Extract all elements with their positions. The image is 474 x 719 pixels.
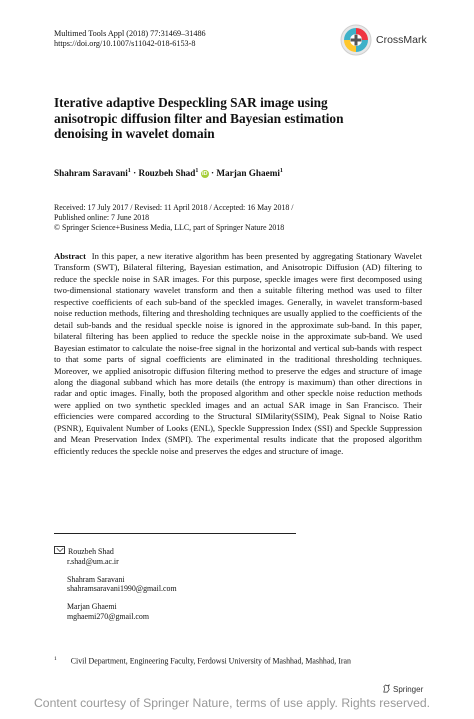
- affiliation-footnote: [54, 654, 434, 667]
- affiliation-marker: 1: [195, 168, 199, 174]
- springer-horse-icon: [382, 684, 391, 693]
- contact-email[interactable]: r.shad@um.ac.ir: [67, 556, 119, 566]
- crossmark-icon: [340, 24, 372, 56]
- journal-header: [54, 29, 206, 49]
- contact-name: Rouzbeh Shad: [68, 547, 114, 556]
- publisher-name: Springer: [393, 685, 424, 694]
- author-name[interactable]: Rouzbeh Shad: [138, 168, 196, 179]
- envelope-icon: [54, 546, 65, 554]
- contact-entry: [54, 575, 354, 595]
- affiliation-text: Civil Department, Engineering Faculty, Ferdowsi University of Mashhad, Mashhad, Iran: [70, 656, 351, 666]
- author-list: [54, 165, 414, 179]
- corresponding-author: [54, 546, 354, 567]
- author-name[interactable]: Marjan Ghaemi: [216, 168, 280, 179]
- affiliation-marker: 1: [279, 168, 283, 174]
- crossmark-badge[interactable]: [340, 24, 448, 56]
- publisher-logo: [382, 684, 423, 694]
- crossmark-label: CrossMark: [376, 34, 427, 46]
- abstract-label: Abstract: [54, 251, 86, 261]
- copyright-notice: © Springer Science+Business Media, LLC, part of Springer Nature 2018: [54, 223, 285, 233]
- publication-history: [54, 203, 434, 234]
- author-separator: ·: [208, 168, 217, 179]
- doi-link[interactable]: https://doi.org/10.1007/s11042-018-6153-8: [54, 39, 196, 48]
- abstract-section: [54, 251, 422, 457]
- journal-citation: Multimed Tools Appl (2018) 77:31469–31486: [54, 29, 206, 38]
- watermark-footer: Content courtesy of Springer Nature, terms of use apply. Rights reserved.: [34, 696, 431, 710]
- author-separator: ·: [130, 168, 139, 179]
- correspondence-block: [54, 546, 354, 630]
- affiliation-marker: 1: [127, 168, 131, 174]
- contact-email[interactable]: mghaemi270@gmail.com: [67, 611, 149, 621]
- orcid-icon[interactable]: iD: [201, 171, 208, 178]
- contact-entry: [54, 602, 354, 622]
- affiliation-number: 1: [54, 656, 57, 662]
- contact-email[interactable]: shahramsaravani1990@gmail.com: [67, 584, 177, 594]
- footnote-divider: [54, 533, 296, 534]
- abstract-text: In this paper, a new iterative algorithm has been presented by aggregating Stationary Wavelet Transform (SWT), Bilateral filtering, Bayesian estimation, and Anisotropic Diffusion (AD) filtering to reduce the speckle noise in SAR images. For this purpose, speckle images were first decomposed using two-dimensional stationary wavelet transform and then a suitable filtering method was used to filter respective coefficients of each sub-band of the speckled images. Generally, in wavelet transform-based noise reduction methods, filtering and thresholding techniques are usually applied to the coefficients of the detail sub-bands and the residual speckle noise is ignored in the approximate sub-band. In this paper, bilateral filtering has been applied to reduce the speckle noise in the approximate sub-band. We used Bayesian estimator to calculate the noise-free signal in the horizontal and vertical sub-bands with respect to that some parts of signal coefficients are eliminated in the traditional thresholding techniques. Moreover, we applied anisotropic diffusion filtering method to preserve the edges and structure of image along the diagonal subband which has more details (the entropy is maximum) than other directions in radar and optic images. Finally, both the proposed algorithm and other speckle noise reduction methods were applied on two synthetic speckled images and an actual SAR image in San Francisco. Their efficiencies were compared according to the Structural SIMilarity(SSIM), Peak Signal to Noise Ratio (PSNR), Equivalent Number of Looks (ENL), Speckle Suppression Index (SSI) and Speckle Suppression and Mean Preservation Index (SMPI). The experimental results indicate that the proposed algorithm efficiently reduces the speckle noise and preserves the edges and structure of image.: [54, 251, 422, 456]
- contact-name: Marjan Ghaemi: [67, 602, 117, 612]
- article-title: Iterative adaptive Despeckling SAR image using anisotropic diffusion filter and Bayesian estimation denoising in wavelet domain: [54, 95, 344, 141]
- author-name[interactable]: Shahram Saravani: [54, 168, 128, 179]
- published-date: Published online: 7 June 2018: [54, 213, 150, 223]
- contact-name: Shahram Saravani: [67, 574, 125, 584]
- history-dates: Received: 17 July 2017 / Revised: 11 April 2018 / Accepted: 16 May 2018 /: [54, 203, 294, 212]
